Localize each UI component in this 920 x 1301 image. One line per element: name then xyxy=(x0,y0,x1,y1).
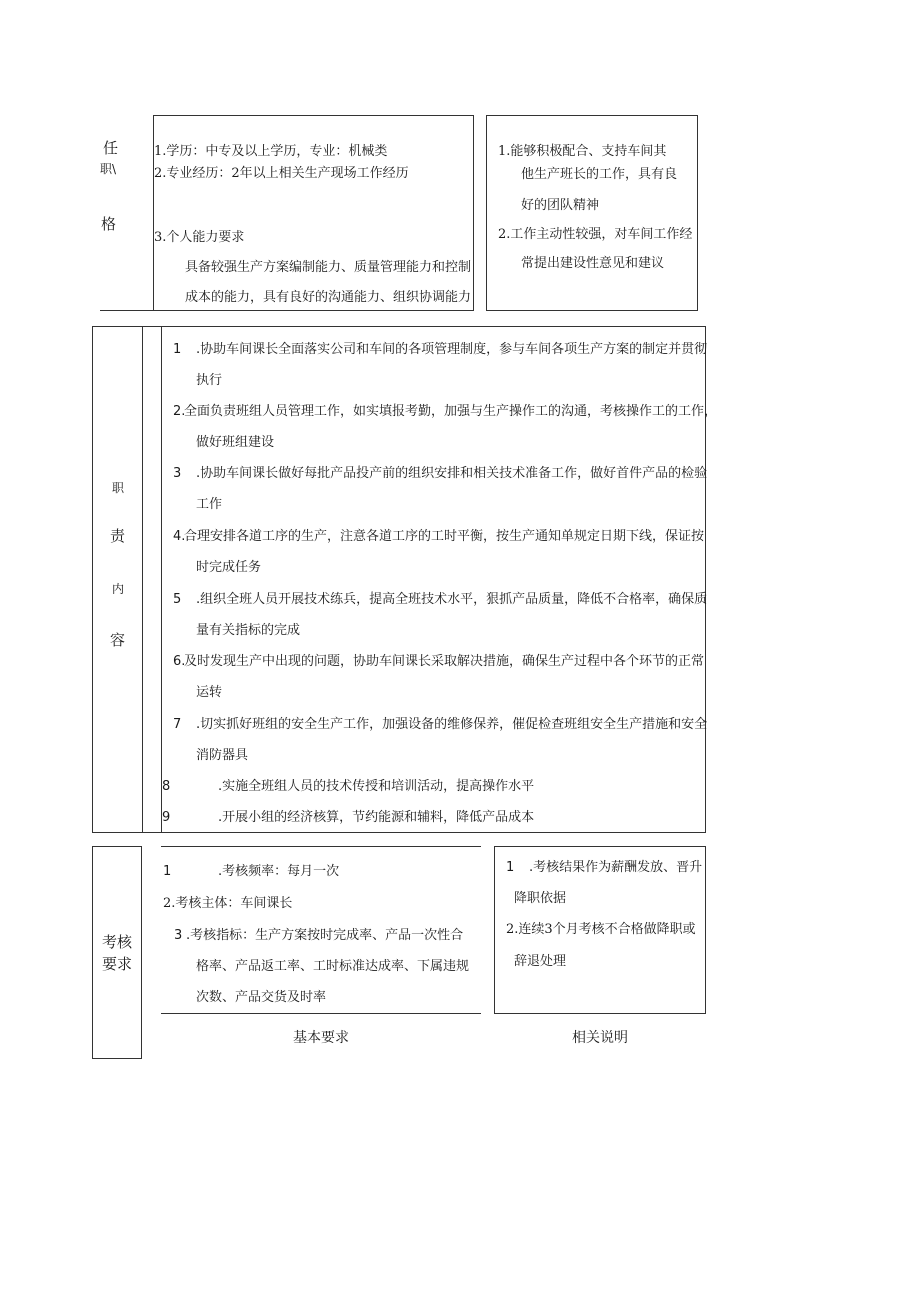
assess-basic-bottom-border xyxy=(161,1013,481,1014)
qual-basic-right-border xyxy=(473,115,474,311)
assess-basic-item-3: .考核指标：生产方案按时完成率、产品一次性合 xyxy=(186,928,464,943)
duty-number: 6. xyxy=(173,654,186,669)
duty-text-cont: 消防器具 xyxy=(196,748,249,763)
assess-basic-item-2: 2.考核主体：车间课长 xyxy=(163,896,293,911)
duty-text: 及时发现生产中出现的问题，协助车间课长采取解决措施，确保生产过程中各个环节的正常 xyxy=(184,654,705,669)
qual-basic-bottom-border xyxy=(100,310,474,311)
duties-label-3: 内 xyxy=(112,582,125,596)
assess-basic-top-border xyxy=(161,846,481,847)
assess-basic-item-3-cont: 格率、产品返工率、工时标准达成率、下属违规 xyxy=(196,959,470,974)
duties-label-4: 容 xyxy=(110,631,126,649)
duty-number: 4. xyxy=(173,529,186,544)
qual-related-line-1: 1.能够积极配合、支持车间其 xyxy=(498,144,667,159)
qualification-label-1: 任 xyxy=(103,139,119,157)
duty-number: 9 xyxy=(162,810,171,825)
duty-text-cont: 时完成任务 xyxy=(196,560,262,575)
assess-basic-item-1: .考核频率：每月一次 xyxy=(218,864,340,879)
qual-basic-line-3: 3.个人能力要求 xyxy=(154,230,245,245)
assess-related-number: 1 xyxy=(506,860,515,875)
assessment-label-box xyxy=(92,846,142,1059)
qual-basic-line-2: 2.专业经历：2年以上相关生产现场工作经历 xyxy=(154,166,409,181)
qual-basic-line-1: 1.学历：中专及以上学历，专业：机械类 xyxy=(154,144,388,159)
duty-text: .切实抓好班组的安全生产工作，加强设备的维修保养，催促检查班组安全生产措施和安全 xyxy=(196,717,708,732)
duty-text: .协助车间课长全面落实公司和车间的各项管理制度，参与车间各项生产方案的制定并贯彻 xyxy=(196,342,708,357)
duty-text: .开展小组的经济核算，节约能源和辅料，降低产品成本 xyxy=(218,810,535,825)
duty-number: 8 xyxy=(162,779,171,794)
qual-basic-line-4: 具备较强生产方案编制能力、质量管理能力和控制 xyxy=(185,260,472,275)
assess-related-item-1-cont: 降职依据 xyxy=(514,891,567,906)
assess-related-item-1: .考核结果作为薪酬发放、晋升 xyxy=(529,860,703,875)
duty-number: 5 xyxy=(173,592,182,607)
duties-divider-1 xyxy=(142,326,143,833)
duty-number: 7 xyxy=(173,717,182,732)
duty-text-cont: 执行 xyxy=(196,373,223,388)
duty-text: 全面负责班组人员管理工作，如实填报考勤，加强与生产操作工的沟通，考核操作工的工作， xyxy=(184,404,718,419)
duty-text-cont: 做好班组建设 xyxy=(196,435,275,450)
qual-related-line-4: 2.工作主动性较强，对车间工作经 xyxy=(498,227,693,242)
assess-related-item-2-cont: 辞退处理 xyxy=(514,954,567,969)
duty-text: .组织全班人员开展技术练兵，提高全班技术水平，狠抓产品质量，降低不合格率，确保质 xyxy=(196,592,708,607)
assess-basic-number: 1 xyxy=(163,864,172,879)
duty-text-cont: 量有关指标的完成 xyxy=(196,623,301,638)
qual-related-line-3: 好的团队精神 xyxy=(521,198,600,213)
assess-basic-number: 3 xyxy=(174,928,183,943)
assess-basic-item-3-cont: 次数、产品交货及时率 xyxy=(196,990,327,1005)
assessment-label-2: 要求 xyxy=(102,955,133,973)
duties-label-1: 职 xyxy=(112,481,125,495)
qualification-label-2: 职\ xyxy=(100,162,117,176)
assessment-label-1: 考核 xyxy=(102,933,133,951)
qual-basic-top-border xyxy=(153,115,473,116)
duty-text-cont: 运转 xyxy=(196,685,223,700)
qualification-label-3: 格 xyxy=(101,215,117,233)
qual-related-line-2: 他生产班长的工作，具有良 xyxy=(521,167,678,182)
qual-basic-line-5: 成本的能力，具有良好的沟通能力、组织协调能力 xyxy=(185,290,472,305)
duty-number: 3 xyxy=(173,466,182,481)
duty-text: .协助车间课长做好每批产品投产前的组织安排和相关技术准备工作，做好首件产品的检验 xyxy=(196,466,708,481)
footer-related-notes: 相关说明 xyxy=(572,1030,628,1046)
duty-text: 合理安排各道工序的生产，注意各道工序的工时平衡，按生产通知单规定日期下线，保证按 xyxy=(184,529,705,544)
duty-number: 2. xyxy=(173,404,186,419)
duties-label-2: 责 xyxy=(110,527,126,545)
duty-number: 1 xyxy=(173,342,182,357)
assess-related-item-2: 2.连续3个月考核不合格做降职或 xyxy=(506,922,696,937)
qual-related-line-5: 常提出建设性意见和建议 xyxy=(521,256,665,271)
duty-text-cont: 工作 xyxy=(196,497,223,512)
duty-text: .实施全班组人员的技术传授和培训活动，提高操作水平 xyxy=(218,779,535,794)
footer-basic-requirements: 基本要求 xyxy=(293,1030,349,1046)
duties-divider-2 xyxy=(161,326,162,833)
duties-box xyxy=(92,326,706,833)
